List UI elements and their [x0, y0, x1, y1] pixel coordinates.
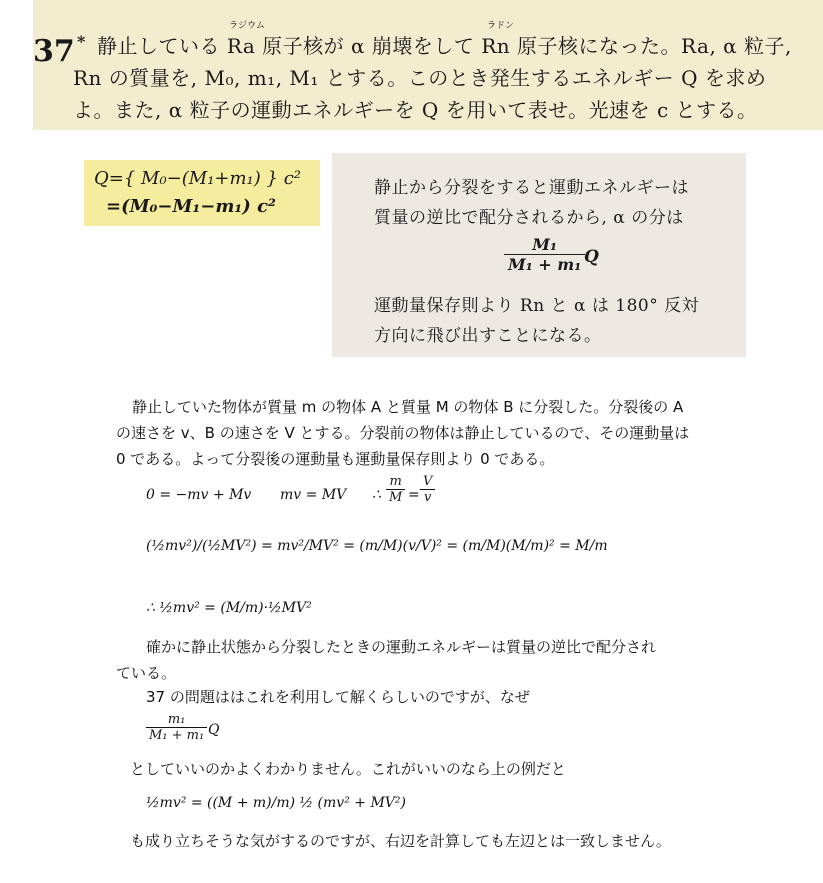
body-p2-line-2: ている。: [116, 664, 177, 682]
problem-line-2: Rn の質量を, M₀, m₁, M₁ とする。このとき発生するエネルギー Q を求め: [73, 66, 767, 90]
hint-line-4: 方向に飛び出すことになる。: [374, 326, 602, 346]
answer-line-1: Q={ M₀−(M₁+m₁) } c²: [94, 168, 301, 189]
eq1-fraction-1-den: M: [389, 490, 403, 505]
eq1-fraction-2: [420, 474, 435, 505]
body-p4-line-1: としていいのかよくわかりません。これがいいのなら上の例だと: [130, 760, 566, 778]
problem-line-1: 静止している Ra 原子核が α 崩壊をして Rn 原子核になった。Ra, α 粒子,: [97, 34, 792, 58]
eq1-equal-momentum: mv = MV: [280, 487, 347, 503]
eq3-energy-relation: ∴ ½mv² = (M/m)·½MV²: [146, 600, 312, 616]
eq1-fraction-2-num: V: [420, 474, 435, 490]
problem-number: 37: [33, 34, 75, 69]
question-fraction-suffix: Q: [208, 722, 220, 738]
question-fraction-den: M₁ + m₁: [149, 728, 205, 743]
eq1-fraction-1-num: m: [386, 474, 405, 490]
eq1-fraction-1: [386, 474, 405, 505]
body-p2-line-1: 確かに静止状態から分裂したときの運動エネルギーは質量の逆比で配分され: [146, 638, 657, 656]
answer-box: [84, 160, 320, 226]
body-p1-line-3: 0 である。よって分裂後の運動量も運動量保存則より 0 である。: [116, 450, 555, 468]
answer-line-2: =(M₀−M₁−m₁) c²: [106, 196, 276, 217]
body-p3-line-1: 37 の問題ははこれを利用して解くらしいのですが、なぜ: [146, 688, 530, 706]
eq1-therefore: ∴: [372, 487, 381, 503]
eq1-equals: =: [408, 487, 420, 503]
hint-fraction: [504, 235, 585, 274]
eq2-energy-ratio: (½mv²)/(½MV²) = mv²/MV² = (m/M)(v/V)² = (m/M)(M/m)² = M/m: [146, 538, 608, 554]
eq4-proposed-relation: ½mv² = ((M + m)/m) ½ (mv² + MV²): [146, 795, 406, 811]
hint-fraction-numerator: M₁: [504, 235, 585, 255]
question-fraction-num: m₁: [146, 712, 207, 728]
hint-fraction-suffix: Q: [584, 247, 600, 267]
eq1-fraction-2-den: v: [424, 490, 432, 505]
hint-line-1: 静止から分裂をすると運動エネルギーは: [374, 178, 689, 198]
question-fraction: [146, 712, 207, 743]
problem-line-3: よ。また, α 粒子の運動エネルギーを Q を用いて表せ。光速を c とする。: [73, 98, 758, 122]
ruby-radium: ラジウム: [229, 21, 265, 31]
problem-block: [33, 0, 823, 130]
body-p1-line-2: の速さを v、B の速さを V とする。分裂前の物体は静止しているので、その運動量は: [116, 424, 690, 442]
body-p5-line-1: も成り立ちそうな気がするのですが、右辺を計算しても左辺とは一致しません。: [130, 832, 671, 850]
hint-line-3: 運動量保存則より Rn と α は 180° 反対: [374, 296, 700, 316]
problem-mark: *: [77, 32, 86, 51]
body-p1-line-1: 静止していた物体が質量 m の物体 A と質量 M の物体 B に分裂した。分裂後の A: [132, 398, 684, 416]
hint-box: [332, 153, 746, 357]
eq1-momentum: 0 = −mv + Mv: [146, 487, 252, 503]
hint-line-2: 質量の逆比で配分されるから, α の分は: [374, 208, 684, 228]
ruby-radon: ラドン: [487, 21, 515, 31]
hint-fraction-denominator: M₁ + m₁: [508, 255, 582, 274]
